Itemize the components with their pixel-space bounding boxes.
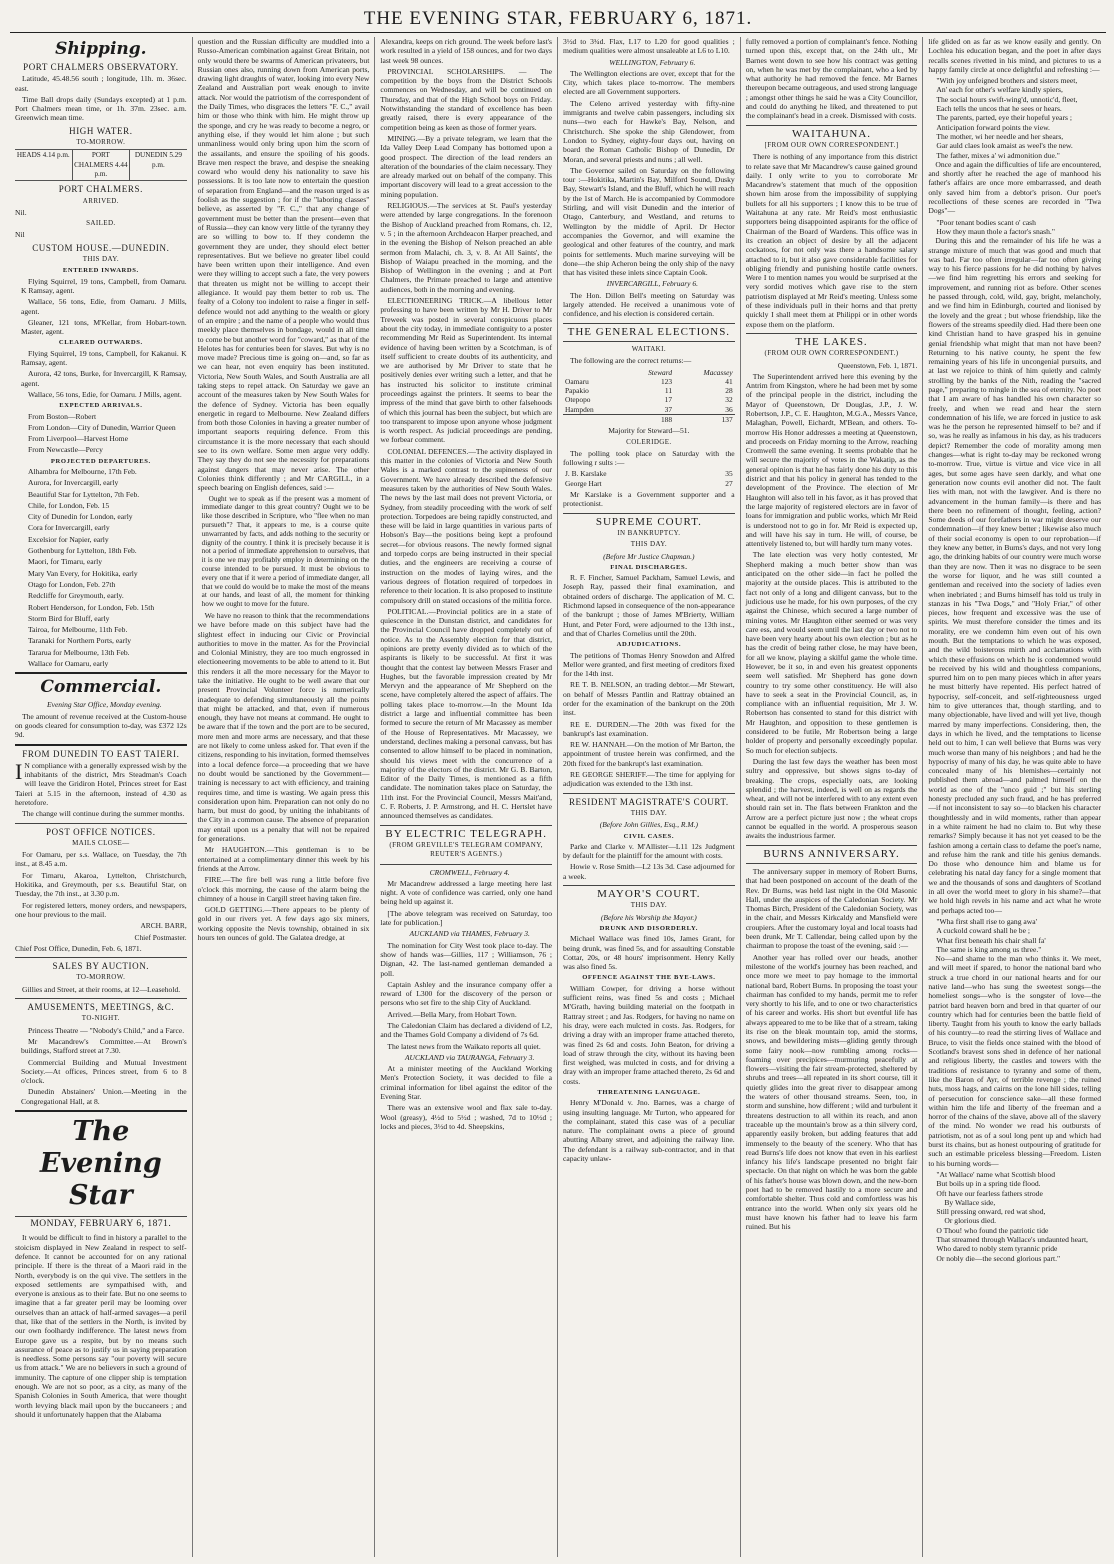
candidate-votes: 27 <box>725 478 733 488</box>
inward-entry: Wallace, 56 tons, Edie, from Oamaru. J Mills, agent. <box>21 297 187 316</box>
verse-line: What first beneath his chair shall fa' <box>936 935 1046 945</box>
divider <box>15 1110 187 1112</box>
taieri-text <box>15 758 187 807</box>
verse-line: How they maun thole a factor's snash." <box>936 226 1055 236</box>
verse-line: Gar auld claes look amaist as weel's the new. <box>936 141 1073 151</box>
paper-title: The Evening Star <box>39 1116 162 1212</box>
verse-line: That streamed through Wallace's undaunted heart, <box>936 1235 1088 1244</box>
cleared-outwards-label: CLEARED OUTWARDS. <box>58 339 143 347</box>
amusement-entry: Commercial Building and Mutual Investment Society.—At offices, Princes street, from 6 to 8 o'clock. <box>21 1057 187 1086</box>
invercargill-dateline: INVERCARGILL, February 6. <box>606 279 698 289</box>
departure-entry: Wallace for Oamaru, early <box>28 659 109 669</box>
cargill-quote: Ought we to speak as if the present was a moment of immediate danger to this great country? Ought we to be like those described in Scripture, who "flee when no man pursueth"? That, it appears to me, is a course quite unwarranted by facts, and adds nothing to the security or dignity of the country. I think it is precisely because it is not a period of immediate apprehension to ourselves, that it is one we may profitably employ in determining on the course intended to be pursued. It must be obvious to every one that if it were a period of immediate danger, all that we could do would be to make the most of the means at our hands, and least of all, the moment for thinking how we ought to move for the future. <box>201 494 370 609</box>
departure-entry: Beautiful Star for Lyttelton, 7th Feb. <box>28 489 140 499</box>
drunk-label: DRUNK AND DISORDERLY. <box>599 924 699 932</box>
civil-case: Howie v. Rose Smith—L2 13s 3d. Case adjourned for a week. <box>563 862 735 881</box>
bankruptcy-case: RE T. B. NELSON, an trading debtor.—Mr Stewart, on behalf of Messrs Pantlin and Rattray obtained an order for the examination of the bankrupt on the 20th inst. <box>563 680 735 718</box>
burns-heading: BURNS ANNIVERSARY. <box>763 847 900 860</box>
court-this-day: THIS DAY. <box>630 540 667 549</box>
postmaster-name: ARCH. BARR, <box>140 921 187 931</box>
entered-inwards-label: ENTERED INWARDS. <box>62 267 139 275</box>
departure-entry: Excelsior for Napier, early <box>28 534 109 544</box>
tauranga-text: At a minister meeting of the Auckland Working Men's Protection Society, it was decided to file a criminal information for libel against the editor of the Evening Star. <box>380 1064 553 1102</box>
divider <box>746 333 918 334</box>
tomorrow-label: TO-MORROW. <box>76 138 126 147</box>
verse-line: Each tells the uncos that he sees or hears. <box>936 104 1062 114</box>
divider <box>15 823 187 824</box>
candidate-name: George Hart <box>565 478 602 488</box>
departure-entry: Chile, for London, Feb. 15 <box>28 500 110 510</box>
table-row <box>563 405 735 415</box>
departure-entry: Mary Van Every, for Hokitika, early <box>28 568 138 578</box>
mining-item: MINING.—By a private telegram, we learn that the Ida Valley Deep Lead Company has bottomed upon a good prospect. The direction of the lead renders an alteration of the boundaries of the claim necessary. They are already marked out on behalf of the company. This important discovery will lead to a great accession to the mining population. <box>380 133 553 199</box>
divider <box>746 125 918 126</box>
thames-text: The Caledonian Claim has declared a dividend of L2, and the Thames Gold Company a dividend of 7s 6d. <box>380 1020 553 1040</box>
post-office-heading: POST OFFICE NOTICES. <box>46 826 156 837</box>
verse-line: Oft have our fearless fathers strode <box>936 1188 1043 1198</box>
divider <box>746 845 918 846</box>
thames-dateline: AUCKLAND via THAMES, February 3. <box>409 929 530 939</box>
lakes-source: (FROM OUR OWN CORRESPONDENT.) <box>764 349 899 358</box>
verse-block <box>928 1170 1101 1263</box>
taieri-body: N compliance with a generally expressed wish by the inhabitants of the district, Mrs Steadman's Coach will leave the Gridiron Hotel, Princes street for East Taieri at 5.15 in the afternoon, instead of 4.30 as heretofore. <box>15 760 187 807</box>
discharges-text: R. F. Fincher, Samuel Packham, Samuel Lewis, and Joseph Ray, passed their final examination, and obtained orders of discharge. The application of M. C. Richmond lapsed in consequence of the non-appearance of the bankrupt ; those of James M'Brierty, William Hunt, and Peter Ford, were adjourned to the 13th inst., and that of Charles Cornelius until the 20th. <box>563 573 735 638</box>
expected-entry: From London—City of Dunedin, Warrior Queen <box>28 422 176 432</box>
verse-line: The father, mixes a' wi admonition due." <box>936 150 1060 160</box>
gold-item: GOLD GETTING.—There appears to be plenty of gold in our rivers yet. A few days ago six miners, working opposite the Nevis township, obtained in six hours ten ounces of gold. The Galatea dredge, at <box>197 905 370 942</box>
tide-dunedin: DUNEDIN 5.29 p.m. <box>134 151 182 169</box>
outward-entry: Aurora, 42 tons, Burke, for Invercargill, K Ramsay, agent. <box>21 369 187 388</box>
divider <box>563 323 735 324</box>
outward-entry: Flying Squirrel, 19 tons, Campbell, for Kakanui. K Ramsay, agent. <box>21 348 187 368</box>
coleridge-poll-table <box>563 469 735 488</box>
departure-entry: Tairoa, for Melbourne, 11th Feb. <box>28 625 128 635</box>
tonight-label: TO-NIGHT. <box>81 1014 120 1023</box>
poll-votes: 32 <box>725 395 733 405</box>
verse-line: "With joy unfeigned brothers and sisters meet, <box>936 76 1078 86</box>
auction-text: Gillies and Street, at their rooms, at 12—Leasehold. <box>22 984 181 994</box>
amusement-entry: Princess Theatre — "Nobody's Child," and a Farce. <box>28 1025 185 1035</box>
tide-port-chalmers: PORT CHALMERS 4.44 p.m. <box>73 150 131 180</box>
drop-cap: I <box>15 758 23 784</box>
expected-arrivals-label: EXPECTED ARRIVALS. <box>59 402 143 410</box>
verse-line: "Poor tenant bodies scant o' cash <box>936 217 1036 227</box>
poll-votes: 41 <box>725 376 733 386</box>
sailed-label: SAILED. <box>86 219 116 228</box>
verse-line: Or nobly die—the second glorious part." <box>936 1253 1061 1263</box>
scholarships-item: PROVINCIAL SCHOLARSHIPS. — The competition by the boys from the District Schools commences on Wednesday, and will be continued on Thursday, and that of the High School boys on Friday. Notwithstanding the standard of excellence has been greatly raised, there is every appearance of the competition being as keen as those of former years. <box>380 66 553 132</box>
departure-entry: Robert Henderson, for London, Feb. 15th <box>28 602 155 612</box>
wellington-dateline: WELLINGTON, February 6. <box>609 57 696 67</box>
burns-speech-continued: life glided on as far as we know easily and gently. On Lochlea his education began, and the poet in after days recalls scenes rivetted in his mind, and pictures to us a happy family circle at once delightful and refreshing :— <box>928 37 1102 74</box>
verse-line: The social hours swift-wing'd, unnotic'd, fleet, <box>936 94 1078 104</box>
religious-item: RELIGIOUS.—The services at St. Paul's yesterday were attended by large congregations. In the forenoon the Bishop of Auckland preached from Romans, ch. 12, v. 5 ; in the afternoon Archdeacon Harper preached, and in the evening the Bishop of Nelson preached an able sermon from Malachi, ch. 3, v. 8. At All Saints', the Bishop of Waiapu preached in the morning, and the Bishop of Wellington in the evening ; and at Port Chalmers, the Primate preached to large and attentive audiences, both in the morning and evening. <box>380 201 553 294</box>
verse-line: But boils up in a spring tide flood. <box>936 1179 1041 1189</box>
verse-line: "At Wallace' name what Scottish blood <box>936 1169 1056 1179</box>
burns-speech-text: During this and the remainder of his life he was a strange mixture of much that was good and much that was bad. Far too often irregular—far too often giving way to his fierce passions for he did nothing by halves—we find him regretting his errors and seeking for improvement, and running riot as before. Other scenes he passed through, cold, wild, gay, bright, melancholy, and we find him in Edinburgh, courted and lionised by the lovely and the great ; but whose friendship, like the flowers of the streams speedily died. Had there been one kind Christian hand to have grasped his in genuine genial friendship what might that man not have been? Returning to his native county, he spent the few remaining years of his life in uncongenial pursuits, and at last we rejoice to think of him quietly and calmly strolling by the banks of the Nith, reading the "sacred page," preparing to mingle in the sea of eternity. No poet that I am aware of has handled his own character so freely, and when we read and hear the stern condemnation of his life, we are forced in justice to ask was he the person he represented himself to be? and if so, was he really as infamous in his day, as his traducers depict? Remember the code of morality among men changes—what is right to-day may be reckoned wrong to-morrow. True, virtue is virtue and vice vice in all ages, but some ages have seen darkly, and what one generation now counts evil another did not. The fault lies with man, not with the lawgiver. And is there no advancement in the human family—is there and has there been no refinement of thought, feeling, action? Some deeds of our forefathers in war might deserve our condemnation—if they knew better ; likewise also much of their social economy is open to our reprobation—if they knew any better, in Burns's days, and not very long ago, the drinking habits of our country were much worse than they are now. Then it was no disgrace to be seen the worse for liquor, and he was still counted a gentleman and received into the society of ladies even when inebriated ; and Burns himself has told us truly in stanzas in his "Twa Dogs," and "Holy Friar," of other pieces, how frequent and excessive was the use of spirits. We must therefore consider the times and its morality, ere we condemn him even out of his own mouth. But the temptations to which he was exposed, and the wild boisterous mirth and acclamations with which these effusions on which he is condemned would be received by his wild and thoughtless companions, spurred him on to pen many pieces which in after years he must bitterly have repented. His perfect hatred of hypocrisy, self-conceit, and self-righteousness urged him to give utterances that, though startling, and to many objectionable, have lived and will yet live, though marred by many imperfections. Considering, then, the days in which he lived, and the temptations to license held out to him, I can well believe that Burns was very much worse than many of his neighbors ; and had he the hypocrisy of many of his day, he was quite able to have concealed many of his blemishes—certainly not published them abroad—and palmed himself on the world as one of the "unco guid ;" but his sterling honesty precluded any such fraud, and he has preferred—if not inconsistent to say so—to blacken his character thoughtlessly and in wild moments, rather than appear in a white raiment he had no claim to. But why these remarks? Simply because it has not yet ceased to be the fashion among a certain class to defame the poet's name, and refuse him the rank and title his genius demands. Do those who denounce him and blame us for celebrating his natal day fancy for a single moment that we and the thousands of sons and daughters of Scotland in all over the world meet to glory in his shame?—that we hold high revels in his name and act what he wrote and perhaps acted too— <box>928 236 1102 915</box>
defences-item: COLONIAL DEFENCES.—The activity displayed in this matter in the colonies of Victoria and New South Wales is a marked contrast to the supineness of our Government. We have already described the defensive measures taken by the authorities of New South Wales. The news by the last mail does not prevent Victoria, or Sydney, from steadily proceeding with the work of self protection. Torpedoes are being rapidly constructed, and these will be laid in large quantities in various parts of Hobson's Bay—the positions being kept a profound secret—for obvious reasons. The newly formed signal and torpedo corps are being instructed in their special duties, and the engineers are receiving a course of instruction on the modes of laying wires, and the various degrees of flotation required of torpedoes in reference to their location. It is also proposed to institute compulsory drill on stated occasions of the militia force. <box>380 446 553 605</box>
civil-cases-label: CIVIL CASES. <box>623 832 675 840</box>
arrived-nil: Nil. <box>15 207 27 217</box>
post-notice: For Timaru, Akaroa, Lyttelton, Christchurch, Hokitika, and Greymouth, per s.s. Beautiful Star, on Tuesday, the 7th inst., at 3.30 p.m. <box>15 870 187 899</box>
amusements-heading: AMUSEMENTS, MEETINGS, &C. <box>27 1002 175 1013</box>
rm-this-day: THIS DAY. <box>630 808 667 817</box>
final-discharges-label: FINAL DISCHARGES. <box>610 563 688 571</box>
table-row <box>563 469 735 478</box>
elections-heading: THE GENERAL ELECTIONS. <box>567 325 731 338</box>
departure-entry: Maori, for Timaru, early <box>28 557 103 567</box>
column-2 <box>193 37 376 1557</box>
outward-entry: Wallace, 56 tons, Edie, for Oamaru. J Mills, agent. <box>28 389 182 399</box>
taieri-heading: FROM DUNEDIN TO EAST TAIERI. <box>22 748 180 759</box>
shipping-title: Shipping. <box>55 39 147 59</box>
poll-place: Oamaru <box>565 376 589 386</box>
taieri-text-2: The change will continue during the summer months. <box>22 809 185 819</box>
thames-text: Arrived.—Bella Mary, from Hobart Town. <box>387 1009 517 1019</box>
tauranga-text: There was an extensive wool and flax sale to-day. Wool (greasy), 4½d to 5½d ; washed, 7d to 10½d ; locks and pieces, 3½d to 4d. Sheepskins, <box>380 1103 553 1131</box>
cromwell-dateline: CROMWELL, February 4. <box>429 867 510 877</box>
verse-line: Anticipation forward points the view. <box>936 122 1050 132</box>
divider <box>563 793 735 794</box>
departure-entry: Otago for London, Feb. 27th <box>28 579 116 589</box>
divider <box>563 885 735 886</box>
observatory-heading: PORT CHALMERS OBSERVATORY. <box>23 62 179 72</box>
masthead: THE EVENING STAR, FEBRUARY 6, 1871. <box>10 6 1106 33</box>
rm-judge: (Before John Gillies, Esq., R.M.) <box>599 820 698 830</box>
divider <box>380 825 552 826</box>
departure-entry: Alhambra for Melbourne, 17th Feb. <box>28 466 137 476</box>
wool-continued: 3½d to 3¾d. Flax, L17 to L20 for good qualities ; medium qualities were almost unsaleable at L6 to L10. <box>563 37 735 56</box>
electioneering-item: ELECTIONEERING TRICK.—A libellous letter professing to have been written by Mr H. Driver to Mr Treweek was posted in several conspicuous places about the city today, in immediate contiguity to a poster recommending Mr Reid as Superintendent. Its internal evidence of having been written by a Scotchman, is of itself sufficient to create doubts of its authenticity, and we are authorised by Mr Driver to state that he positively denies ever writing such a letter, and that he has instructed his solicitor to institute criminal proceedings against the printers. It seems to bear the impress of the mind that gave birth to other falsehoods of which this journal has been the subject, but which are too transparent to impose upon anyone whose judgment is worth respect. As judicial proceedings are pending, we forbear comment. <box>380 296 553 445</box>
departures-list <box>15 467 187 668</box>
projected-departures-label: PROJECTED DEPARTURES. <box>50 457 151 465</box>
bankruptcy-case: RE E. DURDEN.—The 20th was fixed for the bankrupt's last examination. <box>563 719 735 738</box>
poll-place: Papakio <box>565 386 589 396</box>
poll-votes: 36 <box>725 404 733 414</box>
waitaki-intro: The following are the correct returns:— <box>570 356 692 366</box>
poll-total: 137 <box>674 414 735 424</box>
inward-entry: Gleaner, 121 tons, M'Kellar, from Hobart-town. Master, agent. <box>21 317 187 337</box>
departure-entry: City of Dunedin for London, early <box>28 512 133 522</box>
verse-block <box>928 218 1101 237</box>
poll-votes: 17 <box>664 395 673 405</box>
bankruptcy-label: IN BANKRUPTCY. <box>617 528 681 537</box>
postmaster-title: Chief Postmaster. <box>134 932 187 942</box>
leader-text: It would be difficult to find in history a parallel to the stoicism displayed in New Zealand in respect to self-defence. It cannot be accounted for on any rational principle. If there is the threat of a Maori raid in the North, everybody is on the qui vive. The settlers in the exposed settlements are sympathised with, and everyone is anxious as to their fate. But no one seems to imagine that a far greater peril may be looming over ourselves than an attack of half-armed savages—a peril that, like that of the settlers in the North, is invited by our own foolhardy indifference. The latest news from Europe gave us a respite, but by no means such assurance of peace as to justify us in saying preparation is needless. Some persons say "our poverty will secure us from attack." We are no believers in such a ground of immunity. The capture of one clipper ship is temptation enough. We are not so poor, as a city, as many of the Spanish Colonies in South America, that were thought worth levying black mail upon by the buccaneers ; and should it unfortunately happen that the Alabama <box>15 1233 187 1419</box>
commercial-text: The amount of revenue received at the Custom-house on goods cleared for consumption to-day, was £372 12s 9d. <box>15 711 187 740</box>
departure-entry: Gothenburg for Lyttelton, 18th Feb. <box>28 546 137 556</box>
wellington-text: The Celeno arrived yesterday with fifty-nine immigrants and twelve cabin passengers, including six nuns—two each for Hawke's Bay, Nelson, and Christchurch. She spoke the ship Glendower, from London to Sydney, eighty-four days out, having on board the Roman Catholic Bishop of Dunedin, Dr Moran, and several priests and nuns ; all well. <box>563 98 735 164</box>
commercial-office: Evening Star Office, Monday evening. <box>47 700 162 710</box>
column-5 <box>741 37 924 1557</box>
burns-text: The anniversary supper in memory of Robert Burns, that had been postponed on account of the death of the Rev. Dr Burns, was held last night in the Old Masonic Hall, under the auspices of the Caledonian Society. Mr Thomas Birch, President of the Caledonian Society, was in the chair, and Messrs Kirkcaldy and Mansfield were croupiers. After the customary loyal and local toasts had been drunk, Mr T. Callendar, being called upon by the chairman to propose the toast of the evening, said :— <box>745 866 918 951</box>
departure-entry: Storm Bird for Bluff, early <box>28 613 110 623</box>
drunk-text: Michael Wallace was fined 10s, James Grant, for being drunk, was fined 5s, and for assaulting Constable Cottar, 20s, or 48 hours' imprisonment. Henry Kelly was also fined 5s. <box>563 934 735 972</box>
civil-case: Parke and Clarke v. M'Allister—L11 12s Judgment by default for the plaintiff for the amount with costs. <box>563 841 735 861</box>
leader-continued: question and the Russian difficulty are muddled into a Russo-American combination against Great Britain, not only would there be swarms of American privateers, but Russian ones also, running down from American ports, drawing light draughts of water, looking into every New Zealand and Australian port weak enough to invite attack. Nor would the patriotism of the correspondent of the Daily Times, who disgraces the letters "F. C.," avail him or those who think with him. He might throw up the sponge, and cry he was ready to become a negro, or anything else, if they would let him alone ; but such unmanliness would only bring upon him the scorn of the assailants, and ensure the spoiling of his goods. Brave men respect the brave, and despise the sneaking coward who would deny his nationality to save his possessions. It is too late now to entertain the question of separation from England—and the reason urged is as foolish as the suggestion ; for if the "laboring classes" believe, as asserted by "F. C.," that any change of government must be better than the present—even that of Russia—they can know very little of the tyranny they are so willing to bow to. If they condemn the government they are under, they should elect better representatives. But we believe no greater libel could have been written upon their intelligence. And even were they willing to accept such a fate, the very powers that threaten us might not be willing to accept their allegiance. It would pay them better to rob us. The fealty of a Colony too indolent to raise a finger in self-defence would not add anything to the wealth or glory of an empire ; and the name of a people who would thus meekly place themselves in bondage, would in all time to come be but another word for "coward," as that of the Helotes has for centuries been for slaves. But why is no move made? Precious time is going on—and, so far as we can hear, not even enquiry has been instituted. Victoria, New South Wales, and South Australia are all taking steps to repel attack. On Saturday we gave an account of the measures taken by New South Wales for the defence of Sydney. Victoria has been equally energetic in regard to Melbourne. New Zealand differs from both those Colonies in having a greater number of important seaports requiring defence. From this circumstance it is the more necessary that each should see to its own welfare. Some men argue very oddly. They say they do not see the necessity for preparations against dangers that may never arise. The other Colonies think differently ; and Mr CARGILL, in a speech bearing on English defences, said :— <box>197 37 370 493</box>
divider <box>563 513 735 514</box>
divider <box>15 672 187 674</box>
political-item: POLITICAL.—Provincial politics are in a state of quiescence in the Dunstan district, and candidates for the Provincial Council have dropped completely out of notice. As to the Assembly election for that district, opinions are pretty evenly divided as to which of the aspirants is likely to be successful. At first it was thought that the contest lay between Messrs Fraser and Hughes, but the favorable impression created by Mr Mervyn and the appearance of Mr Shepherd on the scene, have completely altered the aspect of affairs. The polling takes place to-morrow.—In the Mount Ida district a large and influential committee has been formed to secure the return of Mr Macassey as member of the House of Representatives. Mr Macassey, we understand, declines making a personal canvass, but has consented to allow himself to be placed in nomination, should his views meet with the concurrence of a majority of the electors of the district. Mr G. B. Barton, Editor of the Daily Times, is mentioned as a fifth candidate. The nomination takes place on Saturday, the 11th inst. For the Provincial Council, Messrs Mait'and, C. F. Roberts, J. P. Armstrong, and H. C. Hertslet have announced themselves as candidates. <box>380 606 553 821</box>
verse-line: A cuckold coward shall he be ; <box>936 926 1030 936</box>
wellington-text: The Governor sailed on Saturday on the following tour :—Hokitika, Martin's Bay, Milford Sound, Dusky Bay, Stewart's Island, and the Bluff, which he will reach by the 1st of March. He is accompanied by Commodore Stirling, and will visit Dunedin and the interior of Otago, Canterbury, and Westland, and returns to Wellington by the middle of April. Dr Hector accompanies the Governor, and will examine the geological and other features of the country, and mark points for settlements. Much marine surveying will be done—the ship Acheron being the only ship of the navy that has visited these inlets since Captain Cook. <box>563 165 735 278</box>
poll-candidate-steward: Steward <box>648 367 673 377</box>
court-judge: (Before Mr Justice Chapman.) <box>603 551 695 561</box>
poll-votes: 11 <box>664 386 673 396</box>
threatening-text: Henry M'Donald v. Jno. Barnes, was a charge of using insulting language. Mr Turton, who appeared for the complainant, stated this case was of a peculiar nature. The complainant owns a piece of ground abutting Albany street, and adjoining the railway line. The defendant is a railway sub-contractor, and in that capacity unlaw- <box>563 1098 735 1164</box>
burns-speech-text: Once and again the difficulties of life are encountered, and shortly after he reached the age of manhood his father's affairs are once more embarrassed, and death only saved him from a debtor's prison. Our poet's recollections of these scenes are recorded in "Twa Dogs"— <box>928 159 1102 216</box>
leader-conclusion: We have no reason to think that the recommendations we have before made on this subject have had the slightest effect in inducing our Civic or Provincial authorities to move in the matter. As for the Provincial and Colonial Ministry, they are too much engrossed in electioneering movements to be able to attend to it. But this renders it all the more necessary for the Mayor to take the initiative. He ought to be well aware that our present Provincial Volunteer force is numerically inadequate to defending simultaneously all the points that might be attacked, and that, even if numerous enough, they have not means at command. He ought to be aware that if the town and the port are to be secured, more men and more arms are necessary, and that these are not likely to come unless asked for. That even if the citizens, responding to his invitation, formed themselves into a local defence force—a proceeding that we have no doubt would be sanctioned by the Government—training is necessary to act with efficiency, and training requires time, and time is wasting. We again press this consideration upon him. Preparation can not only do no harm, but must do good, by uniting the inhabitants of the City in a common cause. The absence of preparation may entail upon us a penalty that will not be repaired for generations. <box>197 610 370 844</box>
telegraph-heading: BY ELECTRIC TELEGRAPH. <box>385 827 547 840</box>
divider <box>746 863 918 864</box>
mails-close-label: MAILS CLOSE— <box>72 838 130 847</box>
waitahuna-heading: WAITAHUNA. <box>791 127 872 140</box>
divider <box>15 957 187 958</box>
waitaki-poll-table <box>563 368 735 425</box>
high-water-heading: HIGH WATER. <box>69 125 133 136</box>
verse-line: O Thou! who found the patriotic tide <box>936 1225 1049 1235</box>
cromwell-note: [The above telegram was received on Saturday, too late for publication.] <box>380 908 553 928</box>
invercargill-text: The Hon. Dillon Bell's meeting on Saturday was largely attended. He received a unanimous vote of confidence, and his election is considered certain. <box>563 290 735 319</box>
verse-line: Still pressing onward, red wat shod, <box>936 1207 1046 1217</box>
leader-date: MONDAY, FEBRUARY 6, 1871. <box>30 1219 172 1230</box>
time-ball-text: Time Ball drops daily (Sundays excepted) at 1 p.m. Port Chalmers mean time, or 1h. 37m. 23sec. a.m. Greenwich mean time. <box>15 94 187 123</box>
coleridge-label: COLERIDGE. <box>626 437 672 446</box>
poll-place: Otepopo <box>565 395 591 405</box>
burns-speech: Another year has rolled over our heads, another milestone of the world's journey has been reached, and once more we meet to pay homage to the immortal national bard, Robert Burns. In proposing the toast your chairman has confided to my hands, permit me to refer very shortly to his life, and to one or two characteristics of his career and works. His short but eventful life has always appeared to me to be like that of a stream, taking its rise on the bleak mountain top, amid the storms, snows, and bewildering mists—gliding gently through some fairy nook—now rumbling among rocks—foaming over precipices—murmuring peacefully at flowers—visiting the fair stream-protected, sheltered by shrubs and trees—all repeated in its short course, till it quietly glides into the great river to disappear among the waters of other thousand streams. Seen, too, in storm and sunshine, how different ; wild and turbulent it threatens destruction to all within its reach, and anon traceable up the mountain's brow as a thin silvery cord, apparently easily broken, but adding features that add immensely to the beauty of the scenery. Who that has read Burns's life does not know that even in his earliest infancy his life's landscape presented no bright fair spectacle. On that night on which he was born the gable of his father's house was blown down, and the new-born poet had to be removed hastily to a more secure and comfortable shelter. Thus cold and comfortless was his entrance into the world. When only six years old he must have known his father had to leave his farm ruined. But his <box>745 952 918 1232</box>
expected-entry: From Boston—Robert <box>28 411 97 421</box>
thames-text: The latest news from the Waikato reports all quiet. <box>387 1041 541 1051</box>
port-chalmers-heading: PORT CHALMERS. <box>58 184 143 195</box>
verse-line: The parents, parted, eye their hopeful years ; <box>936 113 1072 123</box>
mayor-judge: (Before his Worship the Mayor.) <box>600 912 697 922</box>
thames-text: The nomination for City West took place to-day. The show of hands was—Gillies, 117 ; Williamson, 76 ; Dignan, 42. The last-named gentleman demanded a poll. <box>380 940 553 978</box>
divider <box>15 744 187 746</box>
post-notice: For registered letters, money orders, and newspapers, one hour previous to the mail. <box>15 900 187 919</box>
candidate-name: J. B. Karslake <box>565 469 607 479</box>
table-row <box>563 386 735 395</box>
divider <box>15 998 187 999</box>
post-office-date: Chief Post Office, Dunedin, Feb. 6, 1871. <box>15 943 142 953</box>
verse-line: "Wha first shall rise to gang awa' <box>936 916 1037 926</box>
waitahuna-text: There is nothing of any importance from this district to relate save that Mr Macandrew's cause gained ground daily. I only write to you to corroborate Mr Macandrew's statement that much of the opposition shown him arose from the impossibility of supplying bullets for all his supporters ; I know this to be true of Waitahuna at any rate. Mr Reid's most enthusiastic supporters being disappointed aspirants for the office of Chairman of the Board of Wardens. This office was in its creation an object of desire by all the adjacent cockatoos, for not only was there a handsome salary attached to it, but it also gave considerable facilities for obliging friendly and punishing hostile cattle owners. Were I to mention names you would be surprised at the very sordid motives which gave rise to the stern patriotism displayed at Mr Reid's meeting. Unless some of these individuals pull in their horns and that pretty quickly I shall meet them at Philippi or in other words expose them on the platform. <box>745 152 918 329</box>
coleridge-note: Mr Karslake is a Government supporter and a protectionist. <box>563 490 735 509</box>
adjudications-text: The petitions of Thomas Henry Snowdon and Alfred Mellor were granted, and first meeting of creditors fixed for the 14th inst. <box>563 650 735 679</box>
lakes-heading: THE LAKES. <box>795 335 868 348</box>
coleridge-intro: The polling took place on Saturday with the following r sults :— <box>563 448 735 468</box>
lakes-text: The late election was very hotly contested, Mr Shepherd making a much better show than was anticipated on the other side—in fact he polled the majority at the outside places. This is attributed to the fact not only of a long and diligent canvass, but to the judicious use he made, for his own purposes, of the cry against the Chinese, which secured a large number of mining votes. Mr Haughton either seemed or was very care ess, and would seem until the last day or two not to have been very hearty about his own election ; but as he has the credit of being rather close, he may have been, for all we know, playing a skilful game the whole time. However, be it so, in and even his greatest opponents seem well satisfied. Mr Shepherd has gone down country to try some other constituency. He will also have to seek a seat in the Provincial Council, as, in compliance with an influential requisition, Mr J. W. Robertson has consented to stand for this district with Mr Haughton, and opposition to these gentlemen is considered to be futile, Mr Robertson being a large holder of property and personally exceedingly popular. So much for election subjects. <box>745 550 918 755</box>
candidate-votes: 35 <box>725 469 733 479</box>
departure-entry: Redcliffe for Greymouth, early. <box>28 591 124 601</box>
bankruptcy-case: RE W. HANNAH.—On the motion of Mr Barton, the appointment of trustee herein was confirmed, and the 20th fixed for the bankrupt's last examination. <box>563 740 735 768</box>
poll-candidate-macassey: Macassey <box>703 367 733 377</box>
customs-this-day: THIS DAY. <box>82 255 119 264</box>
columns <box>10 37 1106 1557</box>
mayor-this-day: THIS DAY. <box>630 901 667 910</box>
adjudications-label: ADJUDICATIONS. <box>616 641 682 649</box>
sailed-nil: Nil <box>15 230 25 240</box>
byelaws-text: William Cowper, for driving a horse without sufficient reins, was fined 5s and costs ; Michael M'Grath, having building material on the footpath in Rattray street ; and Jas. Rodgers, for having no name on his dray, were each mulcted in costs. Jas. Rodgers, for driving a dray with an improper frame attached thereto, was fined 2s 6d and costs. John Beaton, for driving a load of straw through the city, without its having been first weighed, was mulcted in costs, and for driving a dray with an improper frame attached thereto, 2s 6d and costs. <box>563 983 735 1086</box>
wellington-text: The Wellington elections are over, except that for the City, which takes place to-morrow. The members elected are all Government supporters. <box>563 68 735 97</box>
lakes-text: The Superintendent arrived here this evening by the Antrim from Kingston, where he had been met by some of the principal people in the district, including the Mayor of Queenstown, Dr Douglas, J.P., J. W. Robertson, J.P., C. E. Haughton, M.G.A., Messrs Vance, Malaghan, Powell, Eichardt, M'Bean, and others. To-morrow His Honor addresses a meeting at Queenstown, and proceeds on Friday morning to the Arrow, reaching Cromwell the same evening. It seems probable that he will secure the majority of votes in the Wakatip, as the general opinion is that he has fairly done his duty to this district and that his policy in general has tended to the development of the Province. The election of Mr Haughton will also tell in his favor, as it has proved that the large majority of registered electors are in favor of loans for immigration and public works, which Mr Reid is understood not to go in for. Mr Reid is expected up, and will have his say in turn. He will, of course, be attentively listened to, but will hardly turn many votes. <box>745 371 918 549</box>
lakes-dateline: Queenstown, Feb. 1, 1871. <box>837 360 918 370</box>
post-notice: For Oamaru, per s.s. Wallace, on Tuesday, the 7th inst., at 8.45 a.m. <box>15 850 187 869</box>
expected-entry: From Liverpool—Harvest Home <box>28 434 128 444</box>
poll-votes: 123 <box>660 376 673 386</box>
divider <box>380 864 552 865</box>
expected-entry: From Newcastle—Percy <box>28 445 103 455</box>
poll-total: 188 <box>623 414 674 424</box>
majority-text: Majority for Steward—51. <box>608 426 690 436</box>
column-3 <box>375 37 558 1557</box>
column-6 <box>923 37 1106 1557</box>
verse-line: Or glorious died. <box>944 1216 997 1226</box>
verse-line: An' each for other's welfare kindly spiers, <box>936 85 1063 95</box>
custom-house-heading: CUSTOM HOUSE.—DUNEDIN. <box>32 242 170 253</box>
divider <box>563 341 735 342</box>
byelaws-label: OFFENCE AGAINST THE BYE-LAWS. <box>582 974 716 982</box>
thames-text: Captain Ashley and the insurance company offer a reward of L300 for the discovery of the person or persons who set fire to the ship City of Auckland. <box>380 979 553 1008</box>
verse-line: The same is king among us three." <box>936 944 1042 954</box>
commercial-title: Commercial. <box>40 677 162 698</box>
threatening-label: THREATENING LANGUAGE. <box>597 1088 701 1096</box>
poll-place: Hampden <box>565 404 594 414</box>
inward-entry: Flying Squirrel, 19 tons, Campbell, from Oamaru. K Ramsay, agent. <box>21 276 187 295</box>
tauranga-dateline: AUCKLAND via TAURANGA, February 3. <box>404 1052 535 1062</box>
departure-entry: Taranaki for Northern Ports, early <box>28 636 132 646</box>
verse-block <box>928 76 1101 160</box>
poll-total-blank <box>563 414 623 424</box>
verse-line: The mother, wi her needle and her shears, <box>936 131 1064 141</box>
arrived-label: ARRIVED. <box>82 196 119 205</box>
bankruptcy-case: RE GEORGE SHERIFF.—The time for applying for adjudication was extended to the 13th inst. <box>563 770 735 789</box>
departure-entry: Tararua for Melbourne, 13th Feb. <box>28 647 130 657</box>
tide-heads: HEADS 4.14 p.m. <box>15 150 73 180</box>
auction-tomorrow: TO-MORROW. <box>76 973 126 982</box>
amusement-entry: Dunedin Abstainers' Union.—Meeting in the Congregational Hall, at 8. <box>21 1087 187 1106</box>
tide-table <box>15 149 187 181</box>
rm-court-heading: RESIDENT MAGISTRATE'S COURT. <box>568 796 729 807</box>
cromwell-text: Mr Macandrew addressed a large meeting here last night. A vote of confidence was carried, only one hand being held up against it. <box>380 878 553 907</box>
poll-total-row <box>563 414 735 424</box>
gold-continued: Alexandra, keeps on rich ground. The week before last's work resulted in a yield of 158 ounces, and for two days last week 98 ounces. <box>380 37 553 65</box>
burns-speech-text: No—and shame to the man who thinks it. We meet, and will meet if spared, to honor the national bard who struck a true chord in our national hearts and for our native land—who has sung the sweetest songs—the homeliest songs—who is the songster of love—the patriot bard heaven born and bred in that quarter of our country which had for centuries been the battle field of liberty. Taught from his youth to know the early ballads of his country—to read the stirring lives of Wallace and Bruce, to visit the fields once stained with the blood of Scotland's bravest sons shed in defence of her national and religious liberty, the castles and towers with the traditions of resistance to tyranny and some of them, like the Baron of Ayr, of terrible revenge ; the ruined huts, moss hags, and cairns on the lone hill sides, telling of persecution for conscience sake—all these formed within him the life and liberty of the freeman and a horror of the chains of the slave, above all of the slavery of the mind. No wonder we read his outbursts of patriotism, not as of a soul long pent up and which had burst its chains, but as honest outpouring of gratitude for such an estimable priceless blessing—Freedom. Listen to his burning words— <box>928 954 1102 1168</box>
column-4 <box>558 37 741 1557</box>
verse-block <box>928 917 1101 954</box>
threatening-continued: fully removed a portion of complainant's fence. Nothing turned upon this, except that, on the 24th ult., Mr Barnes went down to see how his contract was getting on, when he was met by the complainant, who a ked by what authority he had removed the fence. Mr Barnes thereupon became outrageous, and used strong language ; amongst other things he said he was a City Councillor, and could do anything he liked, and threatened to put the complainant's head in a creek. Dismissed with costs. <box>745 37 918 121</box>
haughton-item: Mr HAUGHTON.—This gentleman is to be entertained at a complimentary dinner this week by his friends at the Arrow. <box>197 845 370 873</box>
waitaki-label: WAITAKI. <box>631 344 667 353</box>
verse-line: By Wallace side, <box>944 1197 996 1207</box>
amusement-entry: Mr Macandrew's Committee.—At Brown's buildings, Stafford street at 7.30. <box>21 1036 187 1056</box>
observatory-text: Latitude, 45.48.56 south ; longitude, 11h. m. 36sec. east. <box>15 74 187 93</box>
mayors-court-heading: MAYOR'S COURT. <box>597 888 701 901</box>
fire-item: FIRE.—The fire bell was rung a little before five o'clock this morning, the cause of the alarm being the chimney of a house in Cargill street having taken fire. <box>197 875 370 903</box>
departure-entry: Cora for Invercargill, early <box>28 523 110 533</box>
lakes-text: During the last few days the weather has been most sultry and oppressive, but shows signs to-day of breaking. The crops, especially oats, are looking splendid ; the harvest, indeed, is well on as regards the wheat, and will not be interfered with to any extent even should rain set in. The flats between Frankton and the Arrow are a perfect picture just now ; the wheat crops cannot be equalled in the world. A prosperous season awaits the industrious farmer. <box>745 756 918 841</box>
departure-entry: Aurora, for Invercargill, early <box>28 478 119 488</box>
telegraph-source: (FROM GREVILLE'S TELEGRAM COMPANY, REUTER'S AGENTS.) <box>389 840 543 859</box>
poll-blank <box>563 368 623 377</box>
waitahuna-source: [FROM OUR OWN CORRESPONDENT.] <box>764 140 899 149</box>
supreme-court-heading: SUPREME COURT. <box>595 515 702 528</box>
table-row <box>563 377 735 386</box>
auction-heading: SALES BY AUCTION. <box>52 961 150 972</box>
divider <box>15 1216 187 1217</box>
column-1 <box>10 37 193 1557</box>
table-row <box>563 395 735 404</box>
poll-votes: 37 <box>664 404 673 414</box>
poll-votes: 28 <box>725 386 733 396</box>
verse-line: Who dared to nobly stem tyrannic pride <box>936 1244 1058 1254</box>
table-row <box>563 479 735 488</box>
